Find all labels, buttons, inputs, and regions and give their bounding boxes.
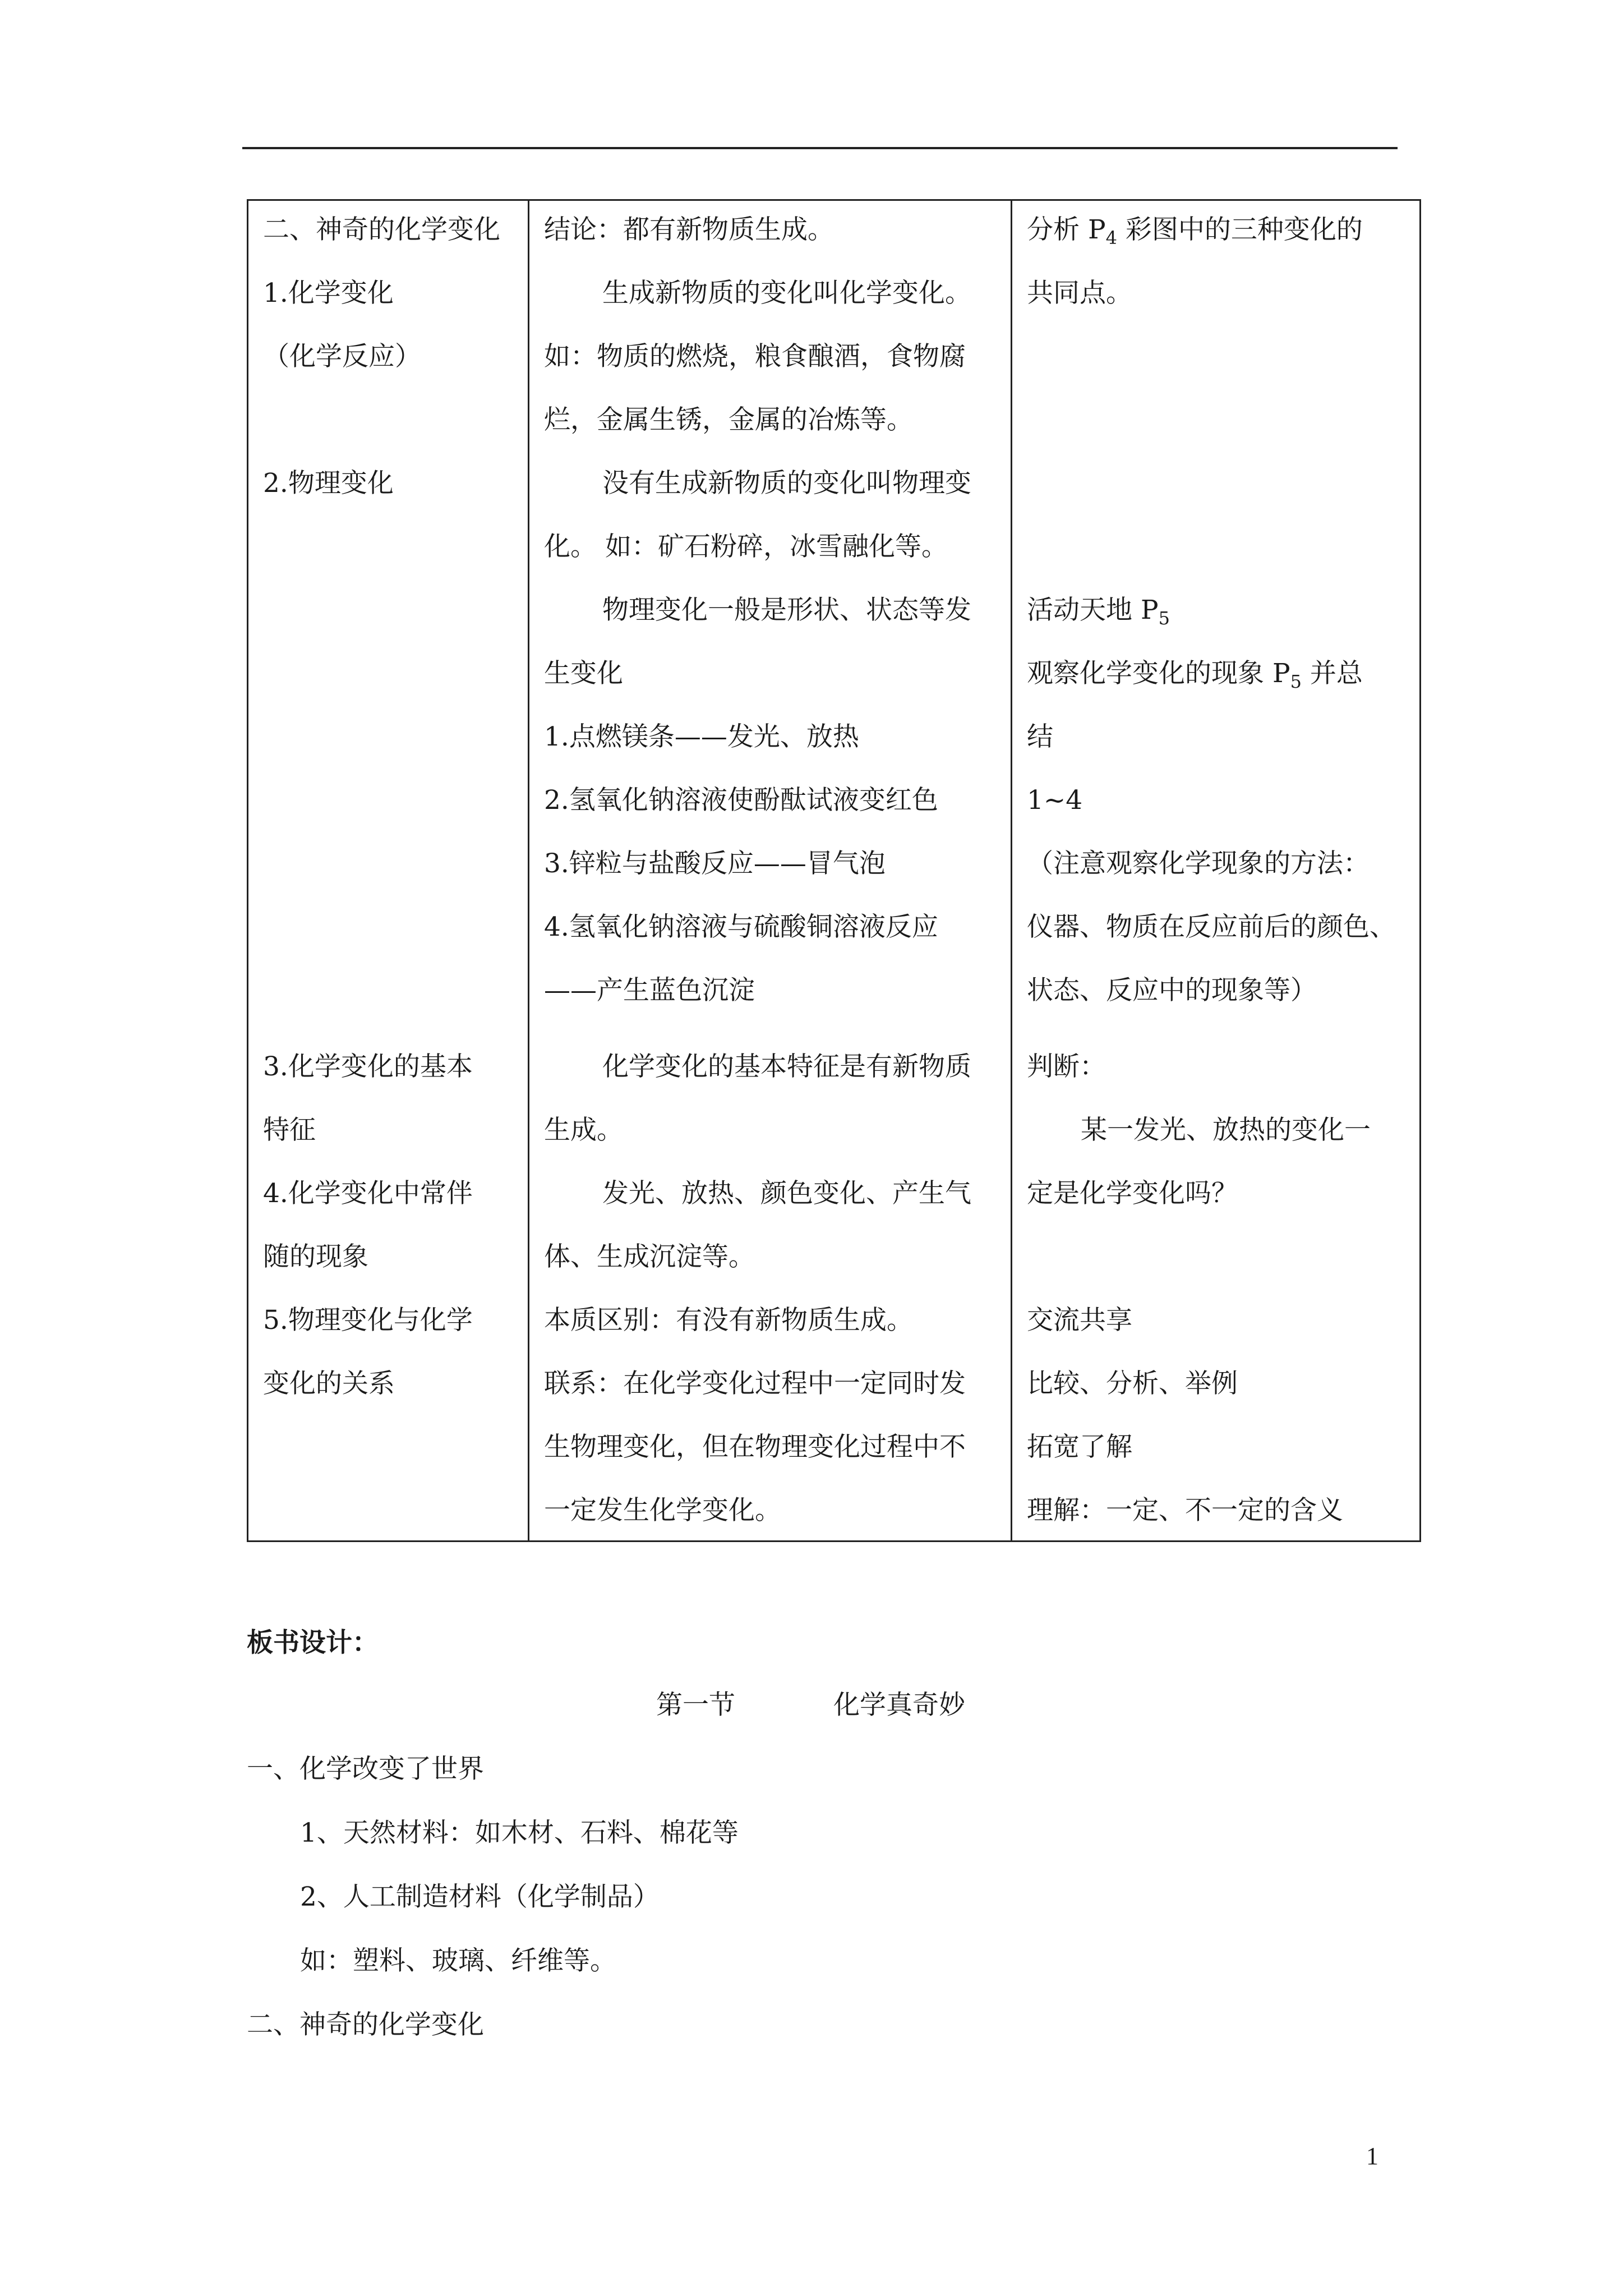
activity-line: 拓宽了解 (1027, 1432, 1132, 1462)
content-line: 生成。 (544, 1115, 623, 1145)
activity-line: 交流共享 (1027, 1305, 1132, 1336)
content-line: 体、生成沉淀等。 (544, 1241, 755, 1272)
lesson-table (247, 199, 1421, 1542)
board-design-heading: 板书设计： (247, 1627, 379, 1658)
activity-line: 共同点。 (1027, 278, 1132, 309)
content-line: 2.氢氧化钠溶液使酚酞试液变红色 (544, 785, 938, 816)
content-line: 3.锌粒与盐酸反应——冒气泡 (544, 848, 886, 879)
content-line: 一定发生化学变化。 (544, 1495, 781, 1526)
section-title: 化学真奇妙 (833, 1690, 965, 1720)
activity-line: 活动天地 $P_5$ (1027, 595, 1170, 629)
table-row (248, 200, 1421, 1542)
content-line: 生变化 (544, 658, 623, 689)
topic-line: 随的现象 (263, 1241, 368, 1272)
content-line: 没有生成新物质的变化叫物理变 (602, 468, 971, 499)
activity-line: 状态、反应中的现象等） (1027, 975, 1317, 1006)
content-line: 联系：在化学变化过程中一定同时发 (544, 1368, 966, 1399)
topic-column (248, 200, 529, 1542)
content-column (529, 200, 1012, 1542)
content-line: 发光、放热、颜色变化、产生气 (602, 1178, 971, 1209)
activity-line: （注意观察化学现象的方法： (1027, 848, 1370, 879)
topic-line: 4.化学变化中常伴 (263, 1178, 473, 1209)
content-line: ——产生蓝色沉淀 (544, 975, 755, 1006)
activity-line: 某一发光、放热的变化一 (1081, 1115, 1371, 1145)
board-line: 二、神奇的化学变化 (247, 2009, 484, 2040)
content-line: 化。 如：矿石粉碎，冰雪融化等。 (544, 531, 948, 562)
content-line: 如：物质的燃烧，粮食酿酒，食物腐 (544, 341, 966, 372)
header-rule (242, 147, 1398, 149)
topic-line: 变化的关系 (263, 1368, 395, 1399)
activity-line: 比较、分析、举例 (1027, 1368, 1238, 1399)
topic-line: 1.化学变化 (263, 278, 394, 309)
topic-line: 2.物理变化 (263, 468, 394, 499)
content-line: 物理变化一般是形状、状态等发 (602, 595, 971, 625)
content-line: 本质区别：有没有新物质生成。 (544, 1305, 913, 1336)
activity-line: 判断： (1027, 1051, 1106, 1082)
content-line: 生物理变化，但在物理变化过程中不 (544, 1432, 966, 1462)
topic-line: 二、神奇的化学变化 (263, 214, 500, 245)
activity-line: 仪器、物质在反应前后的颜色、 (1027, 912, 1396, 942)
activity-line: 定是化学变化吗？ (1027, 1178, 1238, 1209)
board-line: 1、天然材料：如木材、石料、棉花等 (300, 1818, 739, 1848)
page-number: 1 (1366, 2142, 1378, 2170)
activity-line: 结 (1027, 721, 1053, 752)
activity-line: 理解：一定、不一定的含义 (1027, 1495, 1343, 1526)
activity-column (1012, 200, 1421, 1542)
topic-line: （化学反应） (263, 341, 421, 372)
topic-line: 3.化学变化的基本 (263, 1051, 473, 1082)
content-line: 结论：都有新物质生成。 (544, 214, 834, 245)
board-line: 如：塑料、玻璃、纤维等。 (300, 1945, 616, 1976)
activity-line: 分析 $P_4$ 彩图中的三种变化的 (1027, 214, 1363, 249)
board-line: 一、化学改变了世界 (247, 1754, 484, 1784)
content-line: 1.点燃镁条——发光、放热 (544, 721, 859, 752)
content-line: 4.氢氧化钠溶液与硫酸铜溶液反应 (544, 912, 938, 942)
board-line: 2、人工制造材料（化学制品） (300, 1881, 660, 1912)
activity-line: 观察化学变化的现象 $P_5$ 并总 (1027, 658, 1363, 692)
content-line: 烂，金属生锈，金属的冶炼等。 (544, 404, 913, 435)
content-line: 生成新物质的变化叫化学变化。 (602, 278, 971, 309)
section-number: 第一节 (656, 1690, 735, 1720)
activity-line: 1~4 (1027, 785, 1083, 816)
topic-line: 特征 (263, 1115, 316, 1145)
content-line: 化学变化的基本特征是有新物质 (602, 1051, 971, 1082)
topic-line: 5.物理变化与化学 (263, 1305, 473, 1336)
